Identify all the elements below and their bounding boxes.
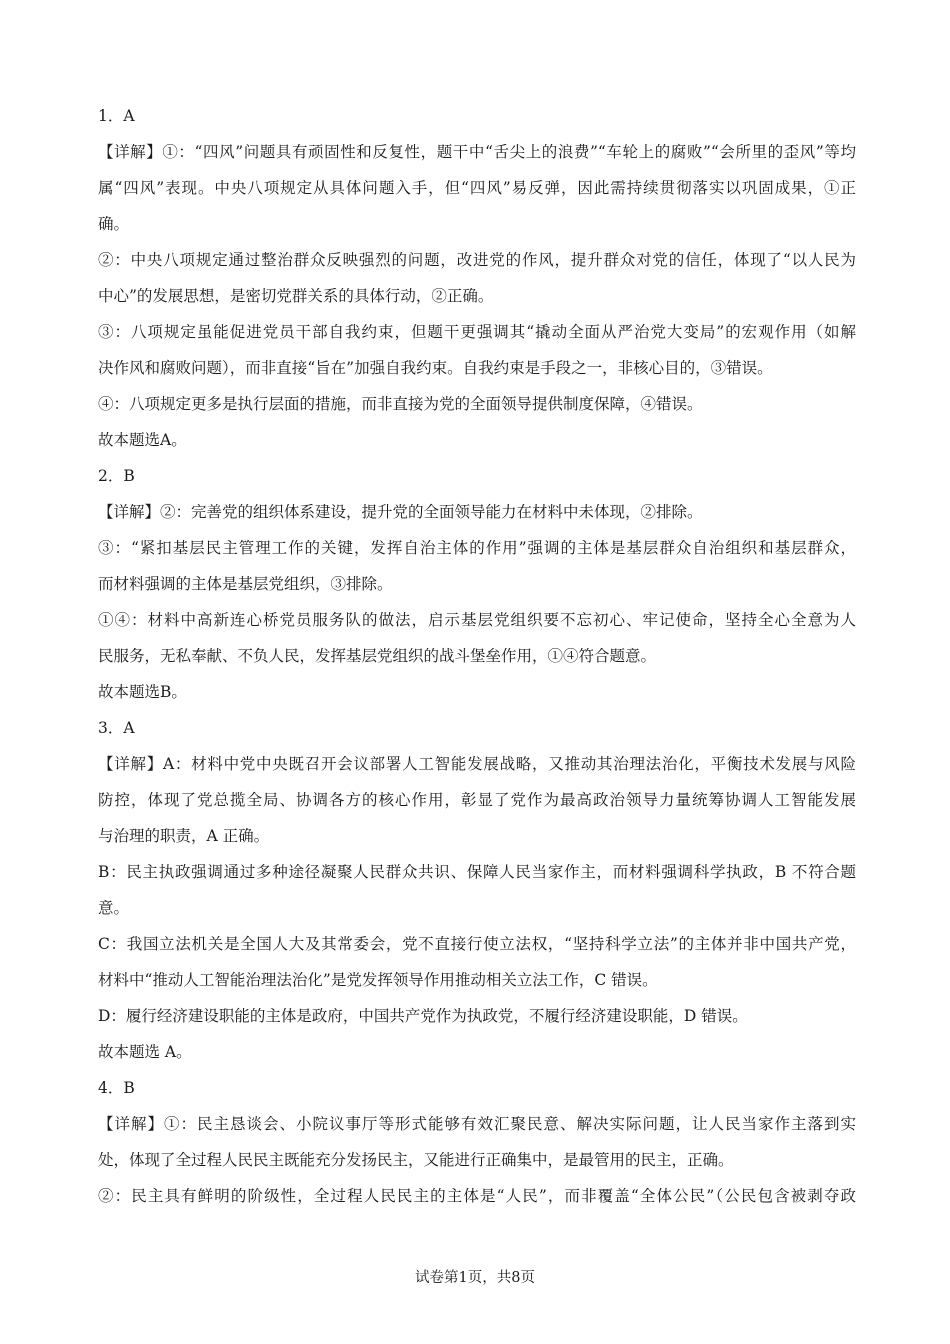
conclusion-line: 故本题选B。 [98,683,187,701]
explanation-line: 中心”的发展思想，是密切党群关系的具体行动，②正确。 [98,287,494,305]
explanation-line: D：履行经济建设职能的主体是政府，中国共产党作为执政党，不履行经济建设职能，D 错误。 [98,1007,748,1025]
explanation-line: 防控，体现了党总揽全局、协调各方的核心作用，彰显了党作为最高政治领导力量统筹协调人工智能发展 [98,791,856,809]
answer-number: 2．B [98,467,135,485]
explanation-line: B：民主执政强调通过多种途径凝聚人民群众共识、保障人民当家作主，而材料强调科学执政，B 不符合题 [98,863,856,881]
explanation-line: 属“四风”表现。中央八项规定从具体问题入手，但“四风”易反弹，因此需持续贯彻落实以巩固成果，①正 [98,179,856,197]
explanation-line: ②：民主具有鲜明的阶级性，全过程人民民主的主体是“人民”，而非覆盖“全体公民”（公民包含被剥夺政 [98,1187,856,1205]
explanation-line: ②：中央八项规定通过整治群众反映强烈的问题，改进党的作风，提升群众对党的信任，体现了“以人民为 [98,251,856,269]
conclusion-line: 故本题选 A。 [98,1043,192,1061]
explanation-line: ④：八项规定更多是执行层面的措施，而非直接为党的全面领导提供制度保障，④错误。 [98,395,703,413]
explanation-line: 【详解】②：完善党的组织体系建设，提升党的全面领导能力在材料中未体现，②排除。 [98,503,703,521]
answer-block-1 [98,98,856,458]
answer-number: 3．A [98,719,135,737]
answer-block-4 [98,1070,856,1214]
explanation-line: 而材料强调的主体是基层党组织，③排除。 [98,575,393,593]
explanation-line: ③：八项规定虽能促进党员干部自我约束，但题干更强调其“撬动全面从严治党大变局”的宏观作用（如解 [98,323,856,341]
answer-block-3 [98,710,856,1070]
explanation-line: 意。 [98,899,130,917]
explanation-line: 处，体现了全过程人民民主既能充分发扬民主，又能进行正确集中，是最管用的民主，正确。 [98,1151,734,1169]
explanation-line: ③：“紧扣基层民主管理工作的关键，发挥自治主体的作用”强调的主体是基层群众自治组织和基层群众， [98,539,856,557]
explanation-line: ①④：材料中高新连心桥党员服务队的做法，启示基层党组织要不忘初心、牢记使命，坚持全心全意为人 [98,611,856,629]
explanation-line: 与治理的职责，A 正确。 [98,827,270,845]
explanation-line: 确。 [98,215,130,233]
answer-block-2 [98,458,856,710]
conclusion-line: 故本题选A。 [98,431,187,449]
explanation-line: 【详解】A：材料中党中央既召开会议部署人工智能发展战略，又推动其治理法治化，平衡技术发展与风险 [98,755,856,773]
explanation-line: 材料中“推动人工智能治理法治化”是党发挥领导作用推动相关立法工作，C 错误。 [98,971,658,989]
page-footer: 试卷第1页，共8页 [415,1270,535,1286]
explanation-line: 民服务，无私奉献、不负人民，发挥基层党组织的战斗堡垒作用，①④符合题意。 [98,647,657,665]
explanation-line: 【详解】①：“四风”问题具有顽固性和反复性，题干中“舌尖上的浪费”“车轮上的腐败”“会所里的歪风”等均 [98,143,856,161]
answer-content [98,98,856,1214]
explanation-line: 决作风和腐败问题），而非直接“旨在”加强自我约束。自我约束是手段之一，非核心目的，③错误。 [98,359,773,377]
answer-number: 4．B [98,1079,135,1097]
explanation-line: C：我国立法机关是全国人大及其常委会，党不直接行使立法权，“坚持科学立法”的主体并非中国共产党， [98,935,856,953]
answer-number: 1．A [98,107,135,125]
explanation-line: 【详解】①：民主恳谈会、小院议事厅等形式能够有效汇聚民意、解决实际问题，让人民当家作主落到实 [98,1115,856,1133]
